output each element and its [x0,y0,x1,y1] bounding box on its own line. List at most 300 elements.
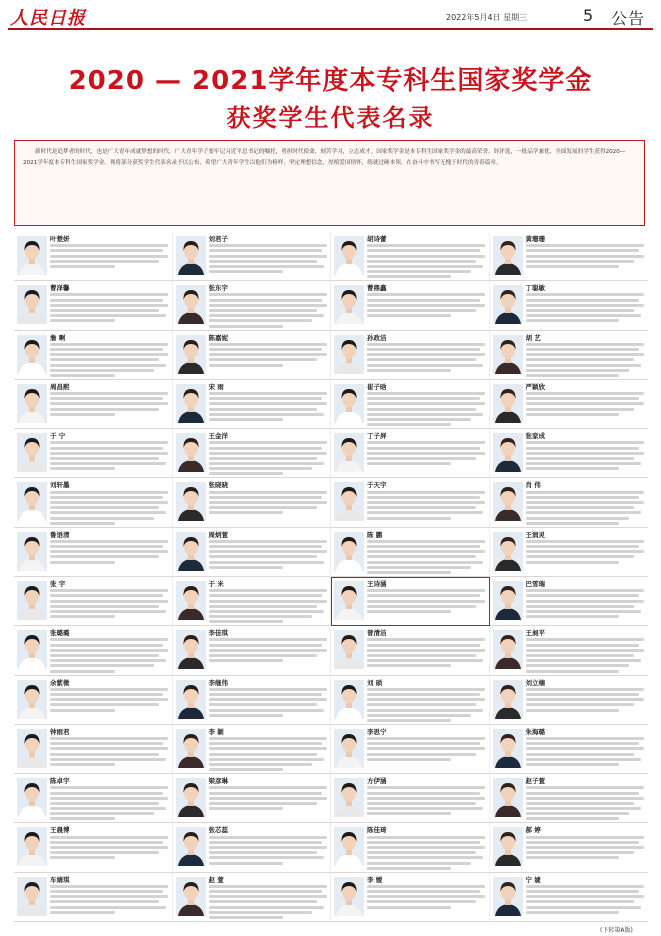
bio-text-line [50,462,166,465]
bio-text-line [209,293,327,296]
bio-text-line [209,792,322,795]
bio-text-line [367,644,480,647]
bio-text-line [367,797,485,800]
bio-text-line [526,742,639,745]
bio-text-line [526,786,644,789]
student-entry [490,774,649,823]
bio-text-line [526,309,635,312]
student-entry [331,232,490,281]
bio-text-line [209,561,325,564]
bio-text-line [50,895,168,898]
bio-text-line [526,900,635,903]
student-name: 李 颖 [208,727,224,736]
bio-text-line [50,545,163,548]
student-photo [176,482,206,521]
bio-text-line [50,561,115,564]
bio-text-line [209,299,322,302]
bio-text-line [367,664,451,667]
student-entry [490,232,649,281]
bio-text-line [50,402,168,405]
bio-text-line [209,402,327,405]
bio-text-line [50,693,163,696]
student-name: 刘轩墨 [50,481,70,490]
bio-text-line [526,747,644,750]
bio-text-line [367,802,476,805]
bio-text-line [209,856,325,859]
student-name: 陈 鹏 [367,530,383,539]
bio-text-line [367,275,451,278]
bio-text-line [367,517,451,520]
bio-text-line [209,851,318,854]
newspaper-logo: 人民日报 [10,8,86,29]
bio-text-line [526,792,639,795]
student-photo [493,778,523,817]
student-photo [176,384,206,423]
bio-text-line [209,900,318,903]
student-bio-text [50,587,168,620]
bio-text-line [209,742,322,745]
student-name: 肖 伟 [525,481,541,490]
bio-text-line [367,540,485,543]
bio-text-line [367,511,483,514]
bio-text-line [367,714,471,717]
bio-text-line [209,249,322,252]
bio-text-line [526,703,635,706]
student-photo [17,630,47,669]
student-bio-text [367,784,485,817]
bio-text-line [367,550,485,553]
student-entry [173,380,332,429]
bio-text-line [209,555,318,558]
bio-text-line [50,610,166,613]
bio-text-line [367,742,480,745]
student-entry [173,528,332,577]
student-name: 曹鼎鑫 [367,284,387,293]
bio-text-line [526,688,644,691]
bio-text-line [209,610,325,613]
bio-text-line [367,441,485,444]
student-entry [331,429,490,478]
student-photo [493,827,523,866]
bio-text-line [50,659,166,662]
bio-text-line [526,911,619,914]
student-name: 赵子萱 [525,777,545,786]
student-name: 钟雨君 [50,727,70,736]
bio-text-line [526,841,639,844]
student-photo [176,680,206,719]
student-entry [14,823,173,872]
student-bio-text [50,242,168,269]
bio-text-line [526,402,644,405]
bio-text-line [367,885,485,888]
bio-text-line [526,467,619,470]
bio-text-line [526,522,619,525]
bio-text-line [50,496,163,499]
bio-text-line [50,364,166,367]
bio-text-line [367,703,476,706]
student-bio-text [209,784,327,811]
bio-text-line [367,600,485,603]
student-bio-text [209,587,327,625]
bio-text-line [526,638,644,641]
student-name: 于 宁 [50,432,66,441]
page-number: 5 [583,6,594,25]
bio-text-line [209,911,313,914]
bio-text-line [367,447,480,450]
student-name: 于 米 [208,579,224,588]
bio-text-line [209,885,327,888]
student-photo [17,285,47,324]
student-entry [173,478,332,527]
student-bio-text [209,686,327,719]
student-photo [176,827,206,866]
bio-text-line [526,392,644,395]
bio-text-line [50,249,163,252]
student-entry [173,725,332,774]
bio-text-line [526,369,630,372]
bio-text-line [367,841,480,844]
student-entry [331,725,490,774]
bio-text-line [367,462,451,465]
student-photo [17,236,47,275]
student-photo [334,236,364,275]
bio-text-line [50,644,163,647]
bio-text-line [526,343,644,346]
student-photo [334,680,364,719]
student-entry [331,331,490,380]
bio-text-line [209,364,283,367]
bio-text-line [367,506,476,509]
student-bio-text [526,686,644,713]
bio-text-line [50,467,115,470]
student-entry [14,774,173,823]
bio-text-line [367,856,483,859]
student-name: 周炳萱 [208,530,228,539]
student-entry [14,873,173,922]
bio-text-line [209,649,327,652]
student-entry [14,626,173,675]
bio-text-line [526,304,644,307]
student-photo [334,630,364,669]
bio-text-line [526,452,644,455]
bio-text-line [50,293,168,296]
bio-text-line [50,550,168,553]
student-entry [490,478,649,527]
bio-text-line [209,319,313,322]
student-bio-text [209,735,327,773]
student-bio-text [50,636,168,674]
student-name: 叶楚妍 [50,235,70,243]
student-bio-text [209,390,327,423]
bio-text-line [367,851,476,854]
student-bio-text [50,833,168,860]
bio-text-line [50,807,166,810]
bio-text-line [367,605,476,608]
bio-text-line [526,374,619,377]
bio-text-line [50,353,168,356]
student-name: 胡 艺 [525,333,541,342]
bio-text-line [526,501,644,504]
bio-text-line [209,890,322,893]
bio-text-line [50,506,159,509]
student-bio-text [50,390,168,417]
bio-text-line [50,457,159,460]
bio-text-line [367,353,485,356]
student-name: 刘君子 [208,235,228,243]
student-entry [490,725,649,774]
bio-text-line [50,452,168,455]
bio-text-line [50,703,159,706]
bio-text-line [50,900,159,903]
bio-text-line [209,408,318,411]
student-photo [17,778,47,817]
bio-text-line [367,589,485,592]
bio-text-line [50,792,163,795]
bio-text-line [209,638,327,641]
bio-text-line [367,348,480,351]
bio-text-line [50,441,168,444]
bio-text-line [367,413,483,416]
bio-text-line [367,594,480,597]
student-photo [334,532,364,571]
bio-text-line [526,555,635,558]
student-photo [176,729,206,768]
bio-text-line [50,836,168,839]
bio-text-line [50,654,159,657]
bio-text-line [367,906,451,909]
bio-text-line [367,358,476,361]
student-entry [173,232,332,281]
bio-text-line [526,358,635,361]
bio-text-line [209,709,325,712]
student-entry [490,281,649,330]
student-entry [490,676,649,725]
bio-text-line [50,408,159,411]
bio-text-line [367,807,483,810]
student-photo [334,335,364,374]
bio-text-line [367,836,485,839]
bio-text-line [209,348,322,351]
bio-text-line [526,462,642,465]
student-bio-text [367,488,485,521]
bio-text-line [526,890,639,893]
student-photo [493,482,523,521]
issue-date: 2022年5月4日 星期三 [446,13,528,22]
student-name: 宁 婕 [525,875,541,884]
bio-text-line [367,260,476,263]
bio-text-line [209,841,322,844]
student-name: 张璐璐 [50,629,70,638]
bio-text-line [367,545,480,548]
student-entry [331,577,490,626]
bio-text-line [367,709,483,712]
bio-text-line [526,856,619,859]
bio-text-line [209,807,283,810]
bio-text-line [367,299,480,302]
bio-text-line [367,786,485,789]
bio-text-line [209,255,327,258]
bio-text-line [209,304,327,307]
bio-text-line [367,304,485,307]
student-entry [173,774,332,823]
student-entry [14,380,173,429]
student-entry [331,626,490,675]
bio-text-line [209,260,318,263]
student-bio-text [209,538,327,571]
student-name: 胡诗蕾 [367,235,387,243]
bio-text-line [526,540,644,543]
bio-text-line [526,265,619,268]
student-bio-text [50,488,168,526]
student-bio-text [526,883,644,916]
bio-text-line [526,457,635,460]
student-name: 陈佳琦 [367,826,387,835]
student-photo [493,285,523,324]
student-bio-text [50,439,168,472]
student-bio-text [209,242,327,275]
bio-text-line [367,698,485,701]
bio-text-line [50,244,168,247]
bio-text-line [209,786,327,789]
student-name: 梁彦琳 [208,777,228,786]
bio-text-line [367,418,471,421]
bio-text-line [367,688,485,691]
bio-text-line [209,895,327,898]
student-photo [17,827,47,866]
bio-text-line [526,255,644,258]
bio-text-line [526,299,639,302]
intro-paragraph: 新时代是追梦者的时代，也是广大青年成就梦想的时代。广大青年学子要牢记习近平总书记的嘱托，勇担时代使命，刻苦学习，立志成才。国家奖学金是本专科生国家奖学金的最高荣誉。经评选，一批品学兼优、全面发展的学生获得2020—2021学年度本专科生国家奖学金。现将部分获奖学生代表名录予以公布，希望广大青年学生以他们为榜样，坚定理想信念，厚植爱国情怀，练就过硬本领，在奋斗中书写无愧于时代的青春篇章。 [14,140,645,226]
bio-text-line [209,659,283,662]
bio-text-line [367,397,480,400]
bio-text-line [50,812,154,815]
bio-text-line [50,638,168,641]
student-entry [14,528,173,577]
bio-text-line [50,911,115,914]
bio-text-line [209,594,322,597]
bio-text-line [50,358,159,361]
bio-text-line [50,348,163,351]
bio-text-line [209,462,325,465]
bio-text-line [209,511,283,514]
bio-text-line [526,244,644,247]
bio-text-line [209,605,318,608]
student-entry [14,281,173,330]
student-entry [331,873,490,922]
student-bio-text [526,636,644,674]
bio-text-line [526,610,642,613]
student-name: 方伊涵 [367,777,387,786]
student-entry [331,528,490,577]
bio-text-line [209,703,318,706]
student-entry [173,331,332,380]
student-bio-text [367,587,485,614]
bio-text-line [209,472,283,475]
bio-text-line [526,550,644,553]
bio-text-line [526,353,644,356]
student-bio-text [50,341,168,379]
student-entry [331,823,490,872]
student-name: 李佳琪 [208,629,228,638]
bio-text-line [50,885,168,888]
student-bio-text [367,538,485,576]
bio-text-line [50,392,168,395]
student-name: 丁聪敏 [525,284,545,293]
student-photo [176,433,206,472]
bio-text-line [209,491,327,494]
bio-text-line [209,309,318,312]
bio-text-line [50,856,115,859]
bio-text-line [209,615,313,618]
student-name: 张芯蕊 [208,826,228,835]
student-entry [173,823,332,872]
student-entry [173,281,332,330]
bio-text-line [50,709,115,712]
bio-text-line [209,501,327,504]
student-entry [331,281,490,330]
bio-text-line [367,457,476,460]
student-name: 王晨博 [50,826,70,835]
student-photo [17,482,47,521]
bio-text-line [367,314,451,317]
bio-text-line [367,812,451,815]
bio-text-line [367,293,485,296]
bio-text-line [209,862,283,865]
bio-text-line [367,792,480,795]
student-photo [17,532,47,571]
bio-text-line [367,249,480,252]
bio-text-line [50,369,154,372]
student-photo [334,877,364,916]
bio-text-line [209,758,325,761]
bio-text-line [526,693,639,696]
student-bio-text [209,636,327,663]
headline-line-1: 2020 — 2021学年度本专科生国家奖学金 [68,66,593,96]
bio-text-line [50,670,115,673]
bio-text-line [367,555,476,558]
section-title: 公告 [611,9,646,28]
bio-text-line [367,638,485,641]
student-bio-text [209,833,327,866]
bio-text-line [526,491,644,494]
bio-text-line [209,413,325,416]
student-entry [331,478,490,527]
bio-text-line [50,698,168,701]
bio-text-line [526,397,639,400]
bio-text-line [50,802,159,805]
bio-text-line [209,467,313,470]
student-name: 李 嫒 [367,875,383,884]
bio-text-line [209,753,318,756]
bio-text-line [367,693,480,696]
student-name: 车婧琪 [50,875,70,884]
student-photo [334,482,364,521]
bio-text-line [209,797,327,800]
student-photo [176,581,206,620]
bio-text-line [50,742,163,745]
bio-text-line [367,862,471,865]
bio-text-line [526,807,642,810]
student-photo [17,581,47,620]
bio-text-line [209,506,318,509]
student-bio-text [50,735,168,768]
student-photo [493,433,523,472]
bio-text-line [526,511,642,514]
student-entry [14,676,173,725]
bio-text-line [526,413,619,416]
bio-text-line [209,397,322,400]
bio-text-line [209,747,327,750]
